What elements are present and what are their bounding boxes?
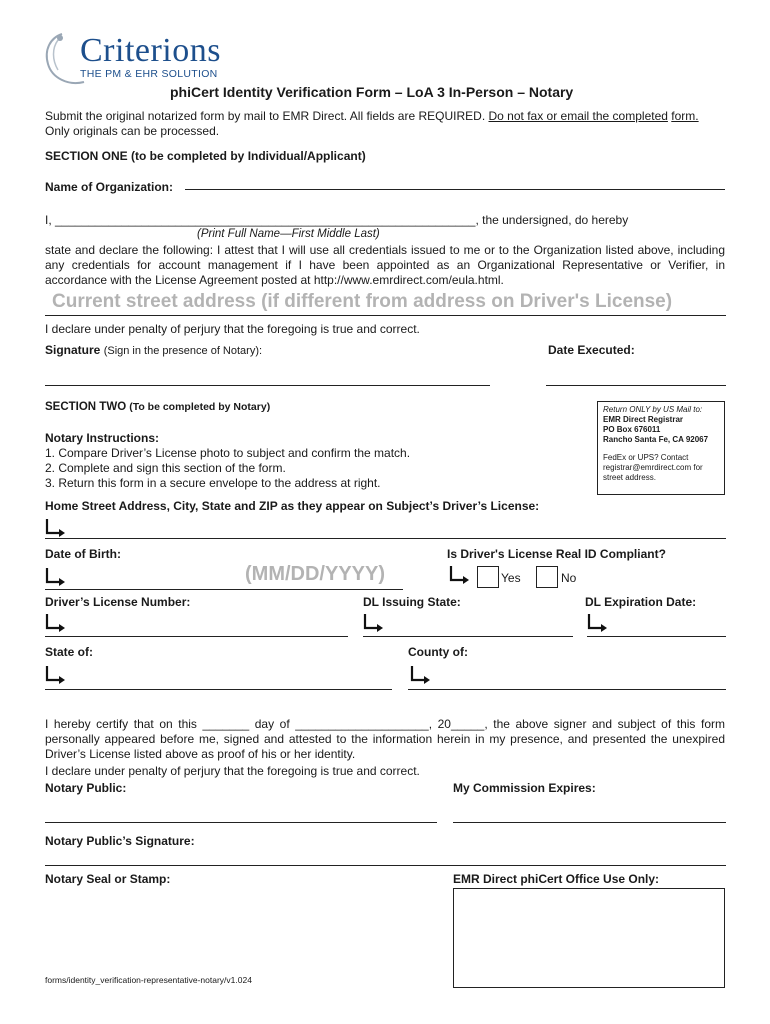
address-placeholder[interactable]: Current street address (if different from address on Driver's License)	[52, 291, 673, 312]
section-two-hint: (To be completed by Notary)	[129, 401, 271, 413]
declaration-statement: state and declare the following: I attest that I will use all credentials issued to me or to the Organization listed above, including any credentials for account management if I have been appointed as an Organizational Representative or Verifier, in accordance with the License Agreement posted at http://www.emrdirect.com/eula.html.	[45, 243, 725, 287]
mail-po-box: PO Box 676011	[603, 425, 661, 434]
instruction-item: 3. Return this form in a secure envelope to the address at right.	[45, 476, 381, 490]
commission-line[interactable]	[453, 822, 726, 823]
mail-fedex-2: registrar@emrdirect.com for	[603, 463, 703, 472]
address-input-line[interactable]	[45, 315, 726, 316]
intro-underlined-2: form.	[671, 109, 699, 123]
dl-exp-line[interactable]	[587, 636, 726, 637]
field-arrow-icon	[45, 665, 67, 685]
intro-text: Submit the original notarized form by mail to EMR Direct. All fields are REQUIRED.	[45, 109, 486, 123]
state-label: State of:	[45, 645, 93, 659]
page-title: phiCert Identity Verification Form – LoA 3 In-Person – Notary	[170, 84, 574, 100]
intro-text-2: Only originals can be processed.	[45, 124, 220, 138]
mail-instructions-box	[597, 401, 725, 495]
field-arrow-icon	[449, 565, 471, 585]
org-input-line[interactable]	[185, 189, 725, 190]
dob-placeholder[interactable]: (MM/DD/YYYY)	[245, 563, 385, 585]
county-line[interactable]	[408, 689, 726, 690]
signature-line[interactable]	[45, 385, 490, 386]
real-id-label: Is Driver's License Real ID Compliant?	[447, 547, 666, 561]
commission-label: My Commission Expires:	[453, 781, 596, 795]
home-address-label: Home Street Address, City, State and ZIP as they appear on Subject’s Driver’s License:	[45, 499, 540, 513]
notary-public-label: Notary Public:	[45, 781, 127, 795]
dl-state-line[interactable]	[363, 636, 573, 637]
office-use-box	[453, 888, 725, 988]
notary-signature-line[interactable]	[45, 865, 726, 866]
footer-form-path: forms/identity_verification-representative-notary/v1.024	[45, 975, 252, 985]
dl-number-label: Driver’s License Number:	[45, 595, 191, 609]
date-executed-label: Date Executed:	[548, 343, 635, 357]
signature-label: Signature	[45, 343, 101, 357]
office-use-label: EMR Direct phiCert Office Use Only:	[453, 872, 660, 886]
field-arrow-icon	[45, 518, 67, 538]
mail-city: Rancho Santa Fe, CA 92067	[603, 435, 709, 444]
county-label: County of:	[408, 645, 468, 659]
notary-instructions-heading: Notary Instructions:	[45, 431, 160, 445]
notary-instructions-list	[45, 446, 410, 491]
logo-tagline: THE PM & EHR SOLUTION	[80, 68, 218, 80]
dob-line[interactable]	[45, 589, 403, 590]
field-arrow-icon	[587, 613, 609, 633]
date-executed-line[interactable]	[546, 385, 726, 386]
field-arrow-icon	[45, 613, 67, 633]
instruction-item: 1. Compare Driver’s License photo to subject and confirm the match.	[45, 446, 411, 460]
section-two-heading: SECTION TWO	[45, 401, 127, 413]
real-id-no-label: No	[561, 571, 577, 585]
intro-underlined-1: Do not fax or email the completed	[488, 109, 668, 123]
field-arrow-icon	[363, 613, 385, 633]
intro-instructions	[45, 109, 725, 139]
notary-public-line[interactable]	[45, 822, 437, 823]
mail-fedex-3: street address.	[603, 473, 656, 482]
signature-hint: (Sign in the presence of Notary):	[103, 345, 263, 357]
org-label: Name of Organization:	[45, 180, 174, 194]
signature-label-row	[45, 343, 262, 357]
mail-fedex-1: FedEx or UPS? Contact	[603, 453, 689, 462]
notary-perjury-statement: I declare under penalty of perjury that the foregoing is true and correct.	[45, 764, 420, 778]
instruction-item: 2. Complete and sign this section of the form.	[45, 461, 286, 475]
field-arrow-icon	[45, 567, 67, 587]
real-id-no-checkbox[interactable]	[536, 566, 558, 588]
real-id-yes-label: Yes	[501, 571, 521, 585]
declaration-line: I, _______________________________________________________________, the undersigned, do hereby	[45, 213, 629, 227]
seal-label: Notary Seal or Stamp:	[45, 872, 171, 886]
field-arrow-icon	[410, 665, 432, 685]
notary-signature-label: Notary Public’s Signature:	[45, 834, 195, 848]
section-two-heading-row	[45, 401, 270, 413]
name-hint: (Print Full Name—First Middle Last)	[197, 228, 380, 240]
home-address-line[interactable]	[45, 538, 726, 539]
perjury-statement: I declare under penalty of perjury that the foregoing is true and correct.	[45, 322, 420, 336]
dob-label: Date of Birth:	[45, 547, 121, 561]
dl-exp-label: DL Expiration Date:	[585, 595, 697, 609]
section-one-heading: SECTION ONE (to be completed by Individual/Applicant)	[45, 149, 366, 163]
mail-return-only: Return ONLY by US Mail to:	[603, 405, 703, 414]
logo-brand: Criterions	[80, 32, 221, 69]
state-line[interactable]	[45, 689, 392, 690]
dl-number-line[interactable]	[45, 636, 348, 637]
certify-text: I hereby certify that on this _______ day of ____________________, 20_____, the above signer and subject of this form personally appeared before me, signed and attested to the information herein in my presence, and presented the unexpired Driver’s License listed above as proof of his or her identity.	[45, 717, 725, 761]
dl-state-label: DL Issuing State:	[363, 595, 461, 609]
mail-registrar-name: EMR Direct Registrar	[603, 415, 684, 424]
real-id-yes-checkbox[interactable]	[477, 566, 499, 588]
